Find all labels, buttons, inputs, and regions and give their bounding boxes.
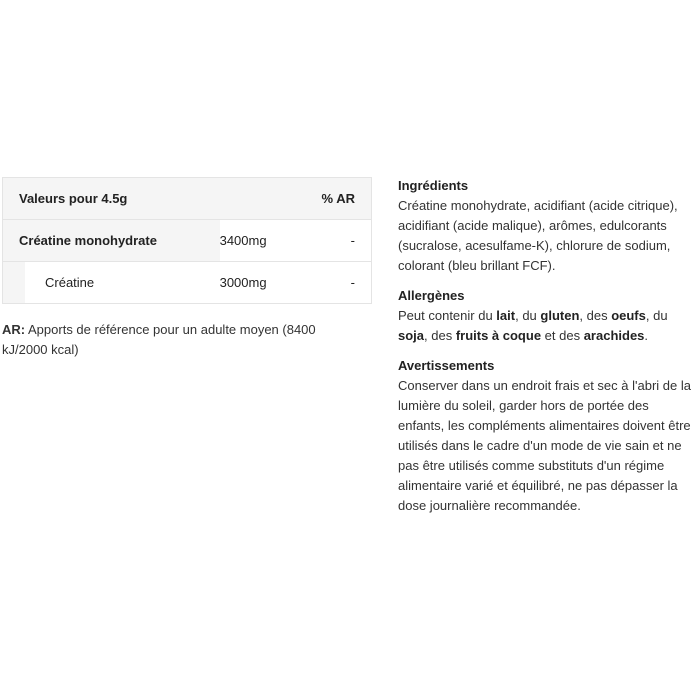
ar-footnote-text: Apports de référence pour un adulte moyen (8400 kJ/2000 kcal) xyxy=(2,322,316,357)
warnings-title: Avertissements xyxy=(398,358,495,373)
table-row xyxy=(3,262,372,304)
ar-footnote xyxy=(2,320,342,360)
nutrition-table xyxy=(2,177,372,304)
row-name: Créatine xyxy=(45,275,95,290)
indent-bar xyxy=(3,262,25,303)
table-header-row xyxy=(3,178,372,220)
ingredients-body: Créatine monohydrate, acidifiant (acide citrique), acidifiant (acide malique), arômes, edulcorants (sucralose, acesulfame-K), chlorure de sodium, colorant (bleu brillant FCF). xyxy=(398,198,678,273)
row-ar: - xyxy=(310,262,372,304)
product-info xyxy=(398,176,694,526)
row-quantity: 3400mg xyxy=(220,220,310,262)
row-name: Créatine monohydrate xyxy=(3,220,220,262)
ingredients-title: Ingrédients xyxy=(398,178,469,193)
ar-footnote-label: AR: xyxy=(2,322,26,337)
allergens-title: Allergènes xyxy=(398,288,465,303)
header-serving: Valeurs pour 4.5g xyxy=(3,178,220,220)
table-row xyxy=(3,220,372,262)
warnings-body: Conserver dans un endroit frais et sec à l'abri de la lumière du soleil, garder hors de portée des enfants, les compléments alimentaires doivent être utilisés dans le cadre d'un mode de vie sain et ne pas être utilisés comme substituts d'un régime alimentaire varié et équilibré, ne pas dépasser la dose journalière recommandée. xyxy=(398,378,691,513)
row-ar: - xyxy=(310,220,372,262)
allergens-body: Peut contenir du lait, du gluten, des oeufs, du soja, des fruits à coque et des arachides. xyxy=(398,308,668,343)
header-ar: % AR xyxy=(310,178,372,220)
row-quantity: 3000mg xyxy=(220,262,310,304)
header-quantity xyxy=(220,178,310,220)
